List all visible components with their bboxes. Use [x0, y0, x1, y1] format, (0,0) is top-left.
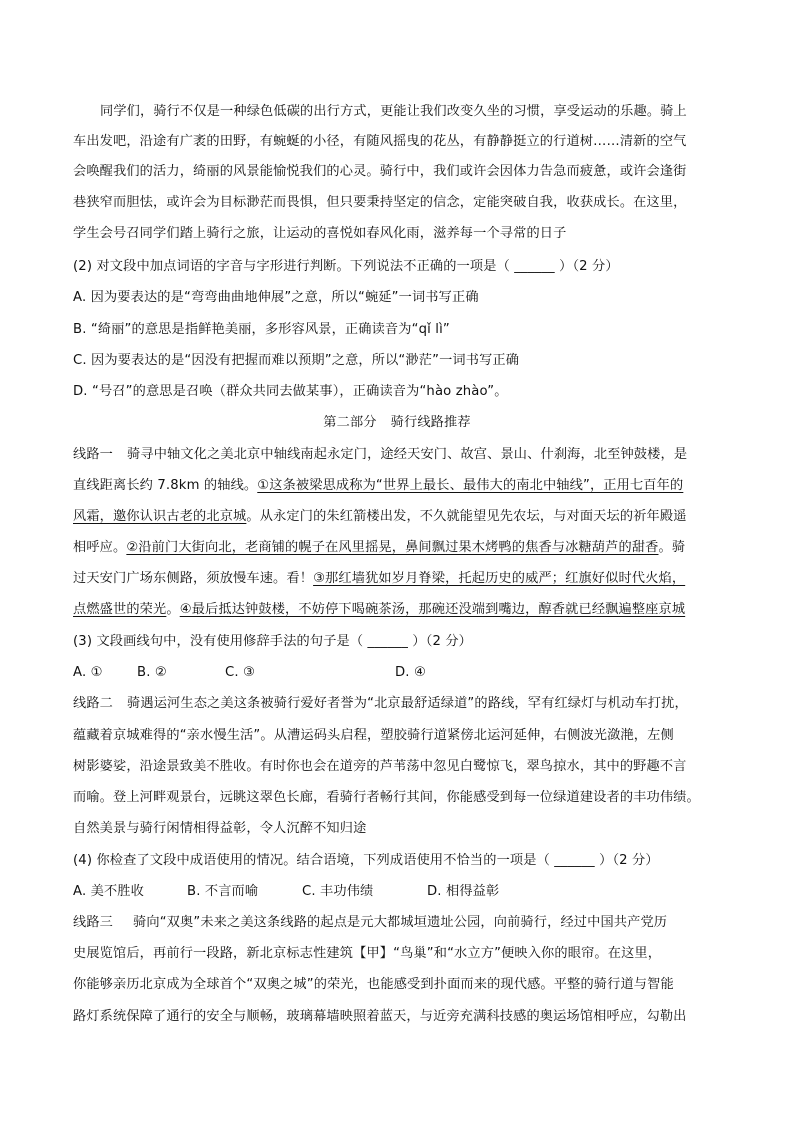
question-3-stem: (3) 文段画线句中，没有使用修辞手法的句子是（ ______ ）（2 分）	[73, 634, 472, 649]
intro-line-1: 同学们，骑行不仅是一种绿色低碳的出行方式，更能让我们改变久坐的习惯，享受运动的乐趣。骑上	[100, 104, 687, 119]
route-1-line-2: 直线距离长约 7.8km 的轴线。①这条被梁思成称为“世界上最长、最伟大的南北中轴线”，正用七百年的	[73, 478, 684, 493]
question-2-option-d: D. “号召”的意思是召唤（群众共同去做某事），正确读音为“hào zhào”。	[73, 384, 508, 399]
intro-line-4: 巷狭窄而胆怯，或许会为目标渺茫而畏惧，但只要秉持坚定的信念，定能突破自我，收获成长。在这里，	[73, 195, 687, 210]
route-3-line-1: 线路三 骑向“双奥”未来之美这条线路的起点是元大都城垣遗址公园，向前骑行，经过中国共产党历	[73, 915, 668, 930]
route-2-line-3: 树影婆娑，沿途景致美不胜收。有时你也会在道旁的芦苇荡中忽见白鹭惊飞，翠鸟掠水，其中的野趣不言	[73, 759, 687, 774]
question-4-option-a: A. 美不胜收	[73, 884, 144, 899]
question-4-option-b: B. 不言而喻	[187, 884, 259, 899]
question-3-option-c: C. ③	[225, 665, 256, 680]
route-2-line-1: 线路二 骑遇运河生态之美这条被骑行爱好者誉为“北京最舒适绿道”的路线，罕有红绿灯与机动车打扰，	[73, 696, 688, 711]
underlined-sentence-1: ①这条被梁思成称为“世界上最长、最伟大的南北中轴线”，正用七百年的	[257, 478, 684, 493]
question-3-option-b: B. ②	[137, 665, 167, 680]
route-3-line-2: 史展览馆后，再前行一段路，新北京标志性建筑【甲】“鸟巢”和“水立方”便映入你的眼帘。在这里，	[73, 946, 662, 961]
underlined-sentence-4: ④最后抵达钟鼓楼，不妨停下喝碗茶汤，那碗还没端到嘴边，醇香就已经飘遍整座京城	[179, 602, 686, 617]
route-2-line-2: 蕴藏着京城难得的“亲水慢生活”。从漕运码头启程，塑胶骑行道紧傍北运河延伸，右侧波光潋滟，左侧	[73, 728, 674, 743]
intro-line-2: 车出发吧，沿途有广袤的田野，有蜿蜒的小径，有随风摇曳的花丛，有静静挺立的行道树……清新的空气	[73, 134, 687, 149]
question-3-options	[73, 664, 426, 682]
route-3-label: 线路三	[73, 915, 114, 930]
route-3-line-3: 你能够亲历北京成为全球首个“双奥之城”的荣光，也能感受到扑面而来的现代感。平整的骑行道与智能	[73, 977, 674, 992]
question-3-option-d: D. ④	[395, 665, 426, 680]
question-4-option-d: D. 相得益彰	[427, 884, 500, 899]
intro-line-5: 学生会号召同学们踏上骑行之旅，让运动的喜悦如春风化雨，滋养每一个寻常的日子	[73, 226, 567, 241]
underlined-sentence-2: ②沿前门大街向北，老商铺的幌子在风里摇晃，鼻间飘过果木烤鸭的焦香与冰糖葫芦的甜香	[126, 540, 659, 555]
route-2-line-5: 自然美景与骑行闲情相得益彰，令人沉醉不知归途	[73, 821, 367, 836]
question-4-options	[73, 883, 499, 901]
section-subtitle: 骑行线路推荐	[390, 415, 471, 430]
route-1-label: 线路一	[73, 447, 114, 462]
question-2-option-a: A. 因为要表达的是“弯弯曲曲地伸展”之意，所以“蜿延”一词书写正确	[73, 290, 479, 305]
question-2-option-b: B. “绮丽”的意思是指鲜艳美丽，多形容风景，正确读音为“qǐ lì”	[73, 322, 450, 337]
question-4-stem: (4) 你检查了文段中成语使用的情况。结合语境，下列成语使用不恰当的一项是（ ______ ）（2 分）	[73, 853, 659, 868]
route-1-line-1: 线路一 骑寻中轴文化之美北京中轴线南起永定门，途经天安门、故宫、景山、什刹海，北至钟鼓楼，是	[73, 447, 688, 462]
section-title: 第二部分	[323, 415, 377, 430]
route-2-line-4: 而喻。登上河畔观景台，远眺这翠色长廊，看骑行者畅行其间，你能感受到每一位绿道建设者的丰功伟绩。	[73, 790, 700, 805]
underlined-sentence-3: ③那红墙犹如岁月脊梁，托起历史的威严；红旗好似时代火焰，	[313, 571, 686, 586]
underlined-sentence-1-cont: 风霜，邀你认识古老的北京城	[73, 509, 247, 524]
question-3-option-a: A. ①	[73, 665, 103, 680]
route-3-line-4: 路灯系统保障了通行的安全与顺畅，玻璃幕墙映照着蓝天，与近旁充满科技感的奥运场馆相呼应，勾勒出	[73, 1009, 687, 1024]
underlined-sentence-3-cont: 点燃盛世的荣光	[73, 602, 167, 617]
question-2-stem: (2) 对文段中加点词语的字音与字形进行判断。下列说法不正确的一项是（ ______ ）（2 分）	[73, 259, 619, 274]
route-2-label: 线路二	[73, 696, 114, 711]
route-1-line-4: 相呼应。②沿前门大街向北，老商铺的幌子在风里摇晃，鼻间飘过果木烤鸭的焦香与冰糖葫芦的甜香。骑	[73, 540, 686, 555]
route-1-line-6: 点燃盛世的荣光。④最后抵达钟鼓楼，不妨停下喝碗茶汤，那碗还没端到嘴边，醇香就已经飘遍整座京城	[73, 602, 686, 617]
route-1-line-5: 过天安门广场东侧路，须放慢车速。看！③那红墙犹如岁月脊梁，托起历史的威严；红旗好似时代火焰，	[73, 571, 686, 586]
section-heading	[0, 414, 794, 432]
question-2-option-c: C. 因为要表达的是“因没有把握而难以预期”之意，所以“渺茫”一词书写正确	[73, 353, 520, 368]
intro-line-3: 会唤醒我们的活力，绮丽的风景能愉悦我们的心灵。骑行中，我们或许会因体力告急而疲惫，或许会逢街	[73, 164, 687, 179]
route-1-line-3: 风霜，邀你认识古老的北京城。从永定门的朱红箭楼出发，不久就能望见先农坛，与对面天坛的祈年殿遥	[73, 509, 687, 524]
question-4-option-c: C. 丰功伟绩	[302, 884, 374, 899]
